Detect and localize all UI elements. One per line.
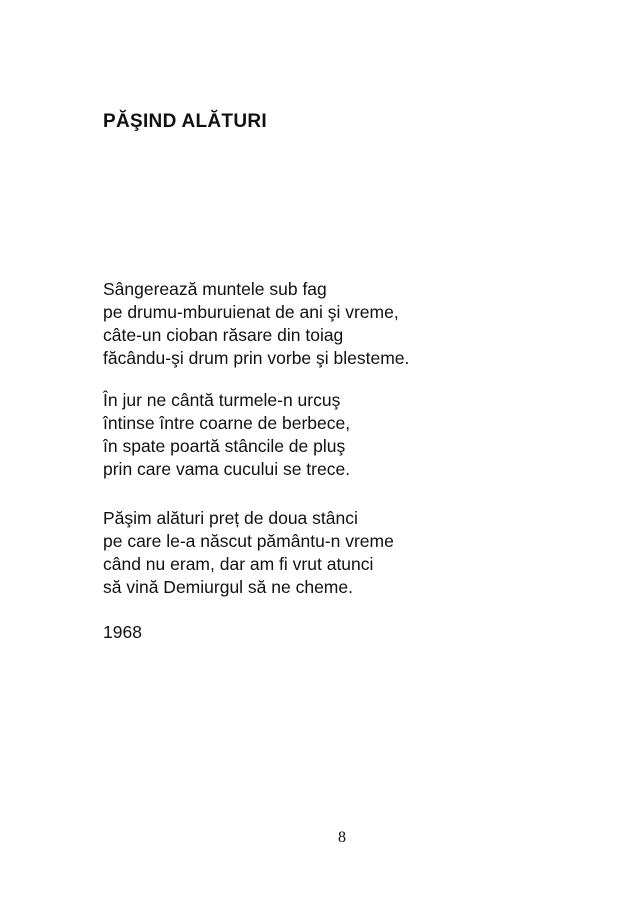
poem-line: făcându-şi drum prin vorbe şi blesteme.: [103, 348, 410, 368]
poem-line: pe care le-a născut pământu-n vreme: [103, 531, 394, 551]
stanza-2: [103, 389, 350, 481]
poem-line: să vină Demiurgul să ne cheme.: [103, 577, 353, 597]
poem-line: câte-un cioban răsare din toiag: [103, 325, 344, 345]
poem-line: Sângerează muntele sub fag: [103, 279, 327, 299]
poem-line: Păşim alături preț de doua stânci: [103, 508, 358, 528]
poem-line: prin care vama cucului se trece.: [103, 459, 351, 479]
poem-title: PĂŞIND ALĂTURI: [103, 111, 267, 132]
stanza-1: [103, 278, 409, 370]
stanza-3: [103, 507, 394, 599]
page-number: 8: [338, 829, 346, 846]
poem-year: 1968: [103, 622, 142, 642]
poem-line: în spate poartă stâncile de pluş: [103, 436, 346, 456]
poem-line: întinse între coarne de berbece,: [103, 413, 351, 433]
poem-line: când nu eram, dar am fi vrut atunci: [103, 554, 374, 574]
poem-line: În jur ne cântă turmele-n urcuş: [103, 390, 341, 410]
poem-line: pe drumu-mburuienat de ani şi vreme,: [103, 302, 399, 322]
